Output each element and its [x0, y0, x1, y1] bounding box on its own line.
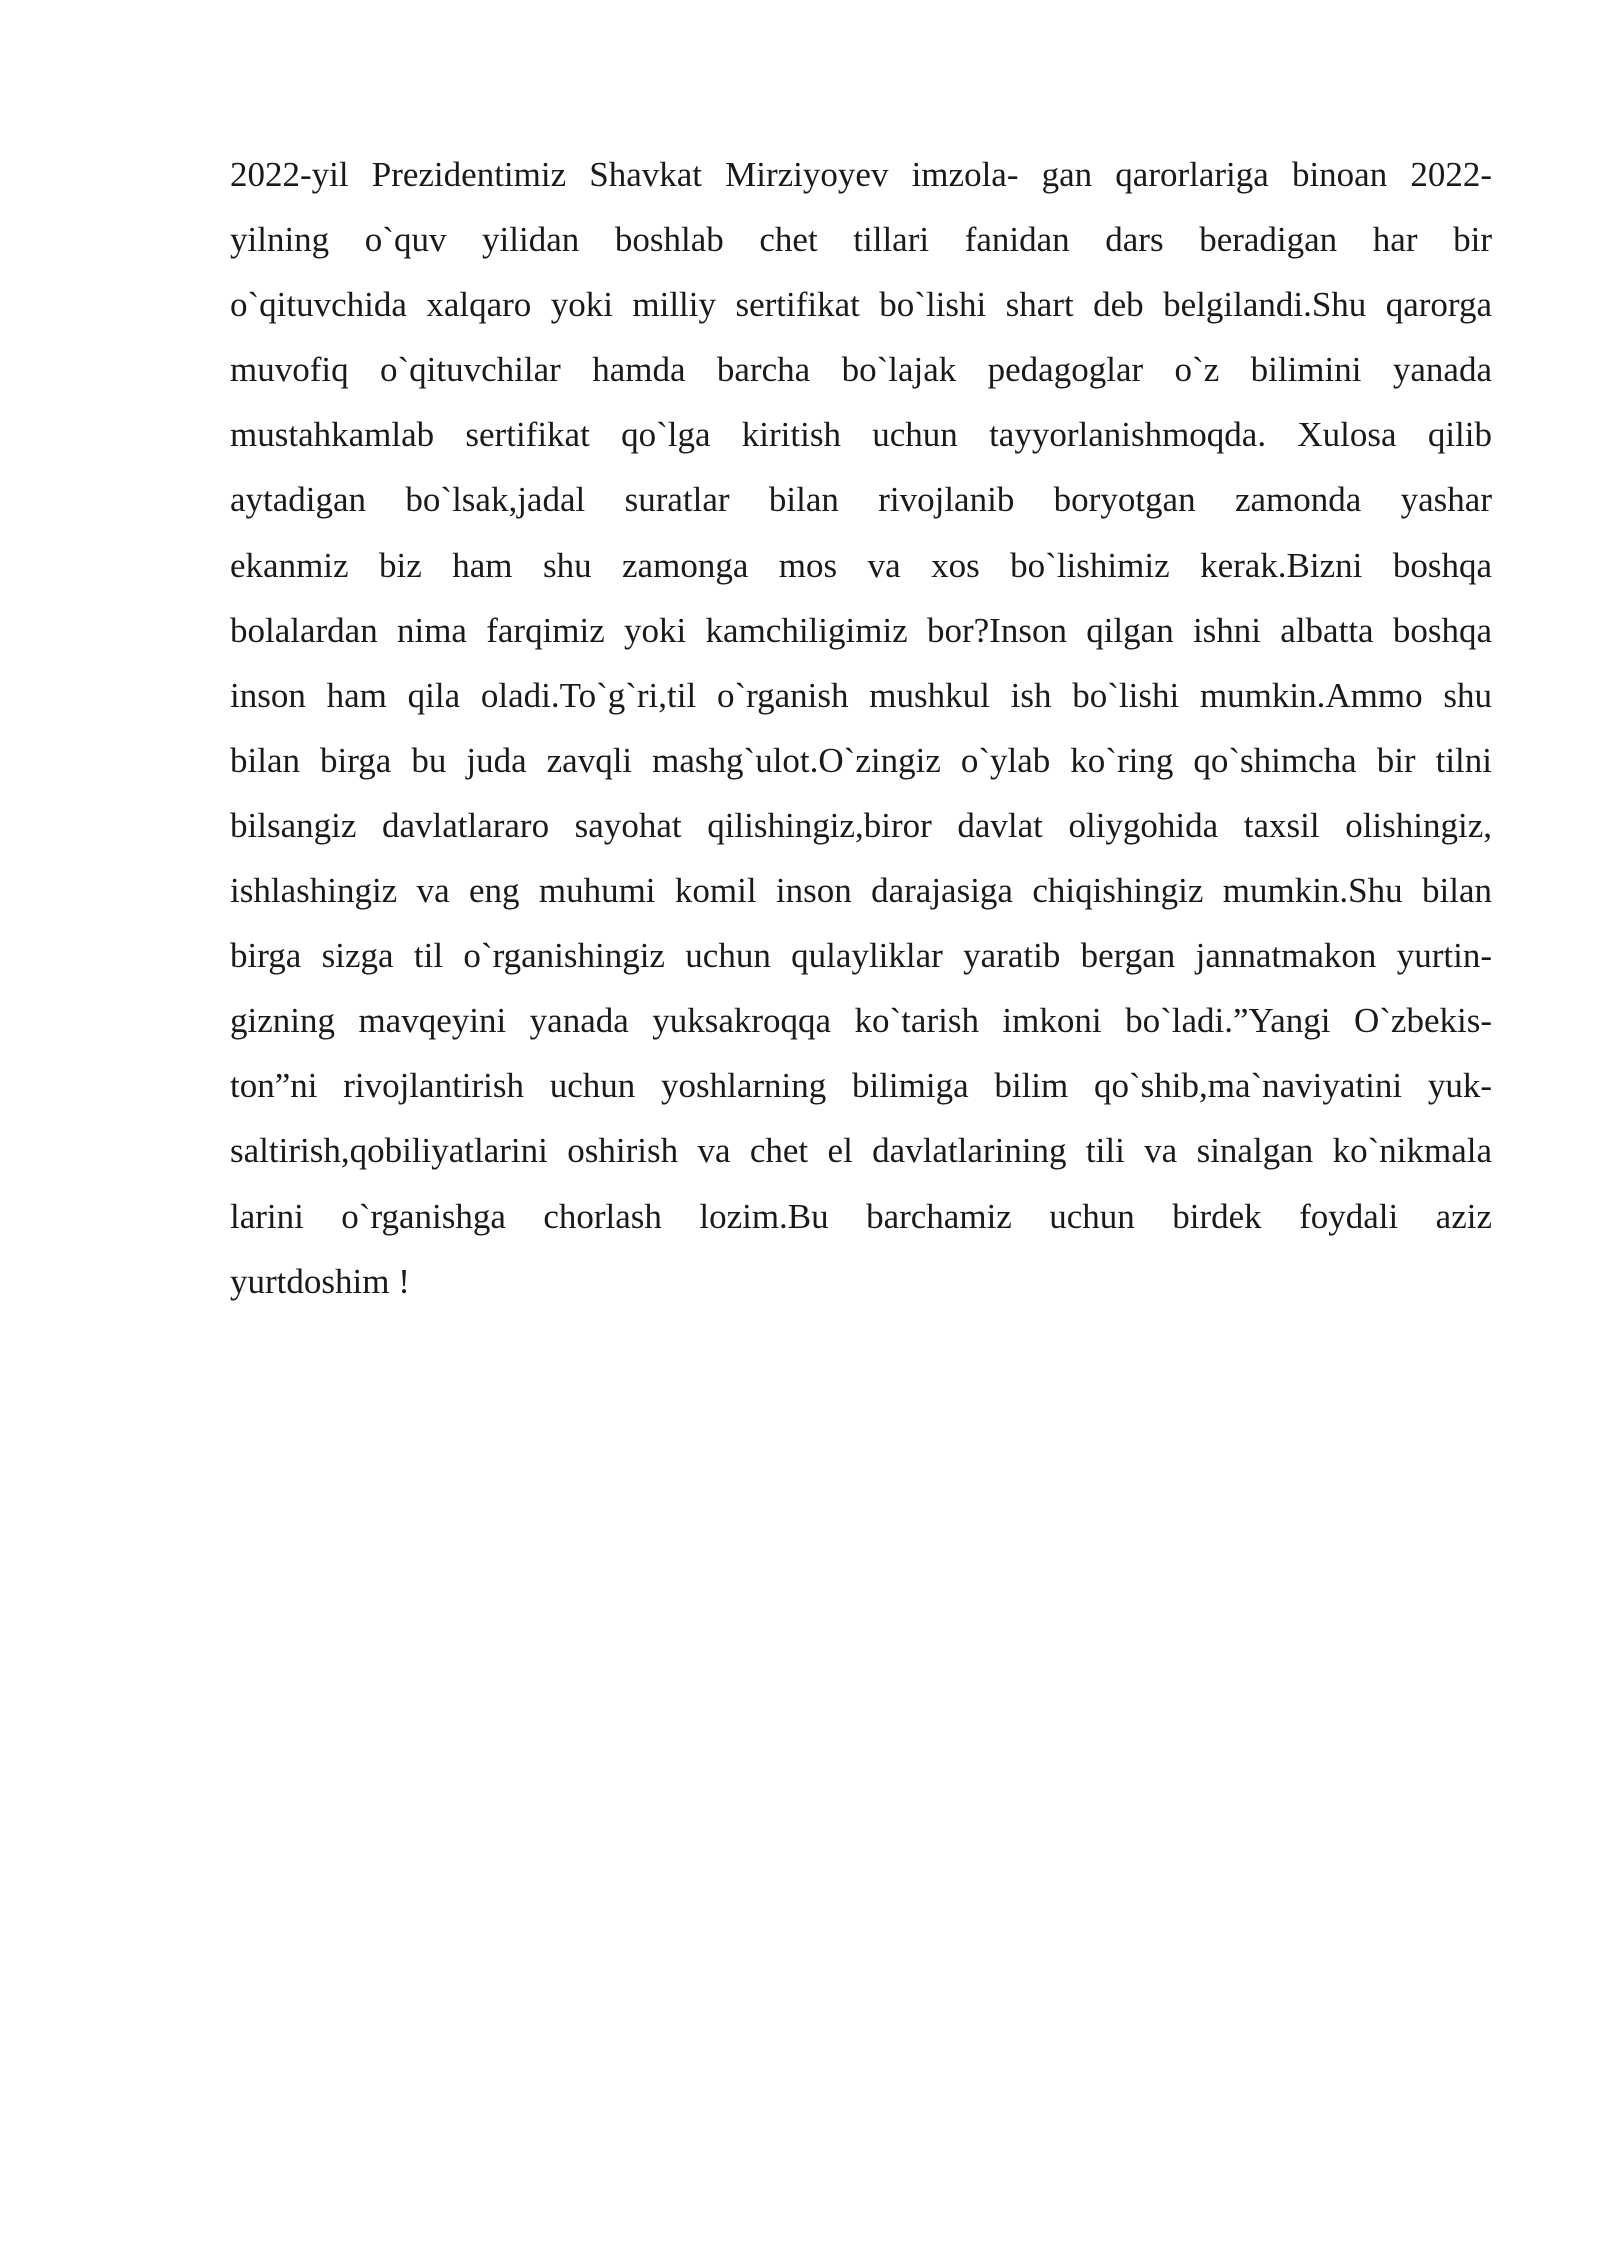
paragraph-line: ishlashingiz va eng muhumi komil inson darajasiga chiqishingiz mumkin.Shu bilan	[230, 871, 1492, 911]
paragraph-line: saltirish,qobiliyatlarini oshirish va chet el davlatlarining tili va sinalgan ko`nikmala	[230, 1131, 1492, 1171]
paragraph-line: inson ham qila oladi.To`g`ri,til o`rganish mushkul ish bo`lishi mumkin.Ammo shu	[230, 675, 1492, 715]
paragraph-line: yurtdoshim !	[230, 1261, 410, 1301]
paragraph-line: aytadigan bo`lsak,jadal suratlar bilan rivojlanib boryotgan zamonda yashar	[230, 480, 1492, 520]
paragraph-line: mustahkamlab sertifikat qo`lga kiritish uchun tayyorlanishmoqda. Xulosa qilib	[230, 415, 1492, 455]
paragraph-line: yilning o`quv yilidan boshlab chet tillari fanidan dars beradigan har bir	[230, 220, 1492, 260]
paragraph-line: bilsangiz davlatlararo sayohat qilishingiz,biror davlat oliygohida taxsil olishingiz,	[230, 805, 1492, 845]
body-paragraph	[230, 142, 1492, 1314]
paragraph-line: muvofiq o`qituvchilar hamda barcha bo`lajak pedagoglar o`z bilimini yanada	[230, 350, 1492, 390]
paragraph-line: ekanmiz biz ham shu zamonga mos va xos bo`lishimiz kerak.Bizni boshqa	[230, 545, 1492, 585]
paragraph-line: bilan birga bu juda zavqli mashg`ulot.O`zingiz o`ylab ko`ring qo`shimcha bir tilni	[230, 740, 1492, 780]
paragraph-line: larini o`rganishga chorlash lozim.Bu barchamiz uchun birdek foydali aziz	[230, 1196, 1492, 1236]
paragraph-line: ton”ni rivojlantirish uchun yoshlarning bilimiga bilim qo`shib,ma`naviyatini yuk-	[230, 1066, 1492, 1106]
paragraph-line: gizning mavqeyini yanada yuksakroqqa ko`tarish imkoni bo`ladi.”Yangi O`zbekis-	[230, 1001, 1492, 1041]
paragraph-line: birga sizga til o`rganishingiz uchun qulayliklar yaratib bergan jannatmakon yurtin-	[230, 936, 1492, 976]
paragraph-line: 2022-yil Prezidentimiz Shavkat Mirziyoyev imzola- gan qarorlariga binoan 2022-	[230, 155, 1492, 194]
paragraph-line: bolalardan nima farqimiz yoki kamchiligimiz bor?Inson qilgan ishni albatta boshqa	[230, 610, 1492, 650]
paragraph-line: o`qituvchida xalqaro yoki milliy sertifikat bo`lishi shart deb belgilandi.Shu qarorga	[230, 285, 1492, 325]
